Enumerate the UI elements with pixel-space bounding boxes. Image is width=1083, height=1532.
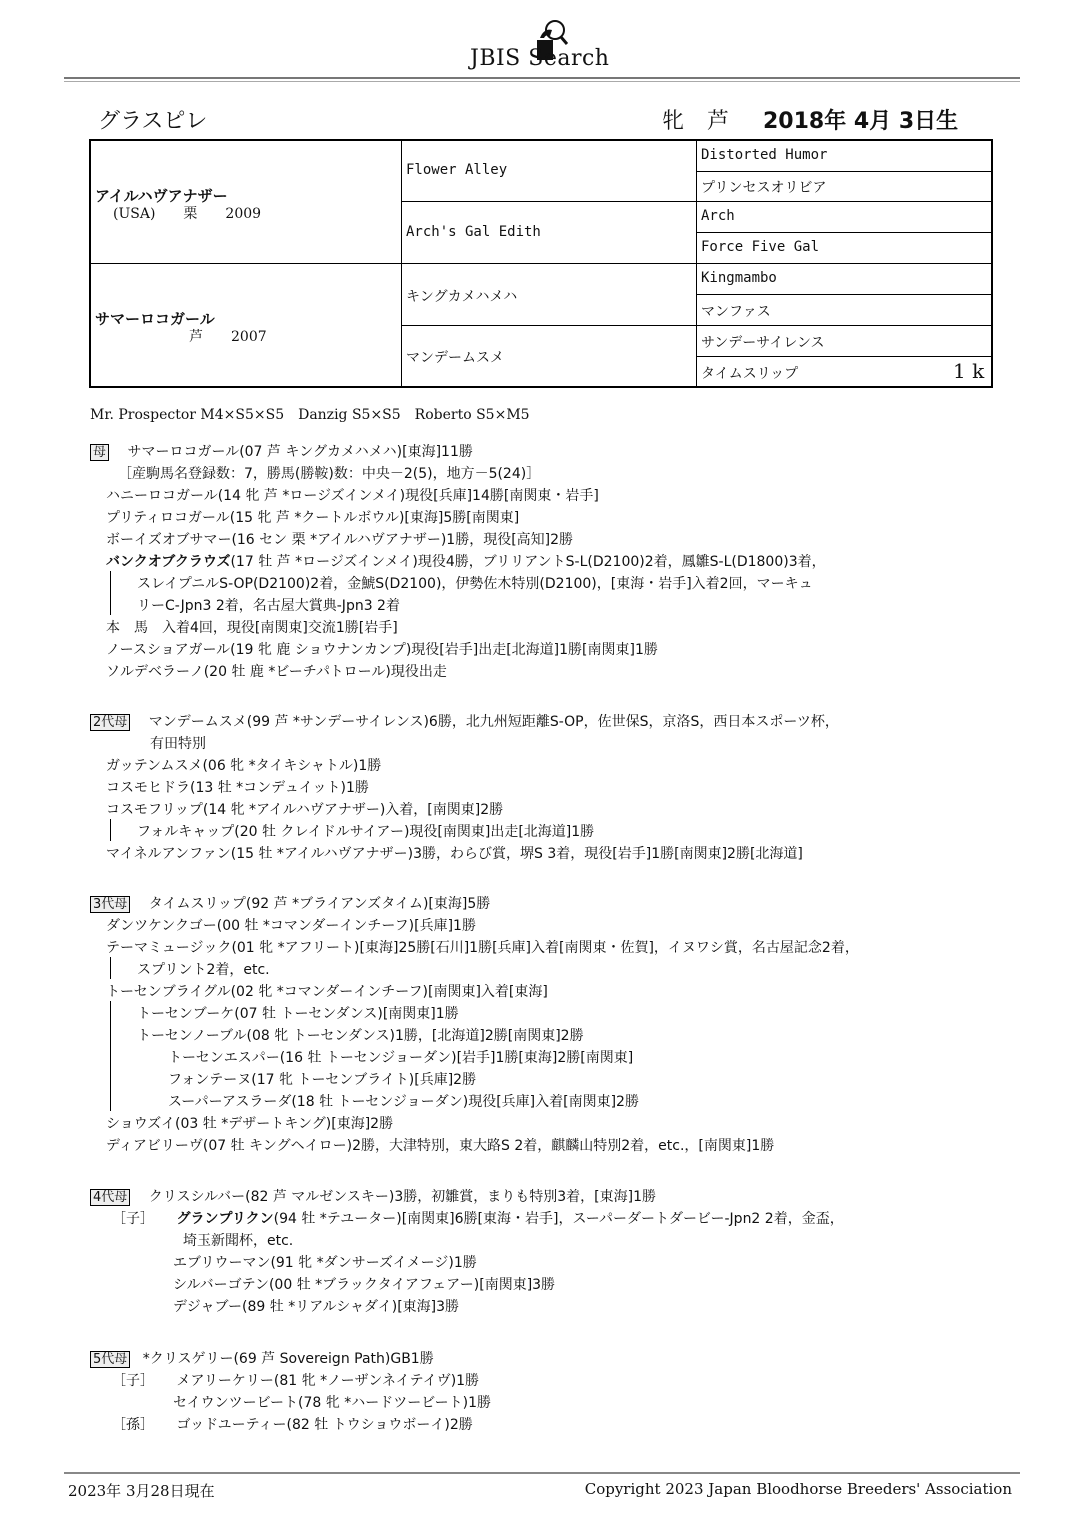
gen4-heading [90, 1186, 656, 1206]
row-divider [696, 294, 991, 295]
horse-sex-color: 牝 芦 [662, 109, 737, 134]
footer-rule [64, 1472, 1020, 1474]
row-divider [401, 201, 696, 202]
gen5-summary: *クリスゲリー(69 芦 Sovereign Path)GB1勝 [142, 1351, 434, 1367]
section-tag: 2代母 [90, 714, 130, 731]
child-tag: ［子］ [112, 1211, 154, 1227]
list-item: テーマミュージック(01 牝 *アフリート)[東海]25勝[石川]1勝[兵庫]入着[南関東・佐賀]，イヌワシ賞，名古屋記念2着， [106, 940, 859, 956]
list-item: ダンツケンクゴー(00 牡 *コマンダーインチーフ)[兵庫]1勝 [106, 918, 476, 934]
row-divider [401, 325, 696, 326]
list-item-detail: (94 牡 *テユーター)[南関東]6勝[東海・岩手]，スーパーダートダービー-Jpn2 2着，金盃， [273, 1211, 844, 1227]
gen2-heading [90, 711, 839, 731]
list-item: ガッテンムスメ(06 牝 *タイキシャトル)1勝 [106, 758, 382, 774]
list-item-continued: スプリント2着，etc. [137, 962, 270, 978]
grandchild-tag: ［孫］ [112, 1417, 154, 1433]
logo-text: JBIS Search [470, 46, 610, 71]
gen3-ancestor: Distorted Humor [701, 147, 828, 163]
horse-name: グラスピレ [98, 109, 208, 134]
list-item: トーセンブライグル(02 牝 *コマンダーインチーフ)[南関東]入着[東海] [106, 984, 548, 1000]
list-item-sub: トーセンブーケ(07 牡 トーセンダンス)[南関東]1勝 [137, 1006, 459, 1022]
list-item-subsub: スーパーアスラーダ(18 牡 トーセンジョーダン)現役[兵庫]入着[南関東]2勝 [168, 1094, 639, 1110]
list-item: ソルデベラーノ(20 牡 鹿 *ビーチパトロール)現役出走 [106, 664, 447, 680]
list-item: コスモヒドラ(13 牡 *コンデュイット)1勝 [106, 780, 369, 796]
horse-birthdate: 2018年 4月 3日生 [763, 109, 959, 134]
child-row [112, 1370, 479, 1390]
indent-bar [110, 1001, 111, 1111]
gen5-heading [90, 1348, 434, 1368]
row-divider [696, 325, 991, 326]
indent-bar [110, 571, 111, 615]
row-divider [91, 263, 401, 264]
list-item: デジャブー(89 牡 *リアルシャダイ)[東海]3勝 [173, 1299, 460, 1315]
copyright: Copyright 2023 Japan Bloodhorse Breeders' Association [584, 1480, 1012, 1498]
indent-bar [110, 819, 111, 841]
child-row [112, 1208, 844, 1228]
list-item-detail: (17 牡 芦 *ロージズインメイ)現役4勝，ブリリアントS-L(D2100)2着，鳳雛S-L(D1800)3着， [230, 554, 826, 570]
gen4-summary: クリスシルバー(82 芦 マルゼンスキー)3勝，初雛賞，まりも特別3着，[東海]1勝 [148, 1189, 656, 1205]
list-item: ハニーロコガール(14 牝 芦 *ロージズインメイ)現役[兵庫]14勝[南関東・岩手] [106, 488, 599, 504]
dam-summary: サマーロコガール(07 芦 キングカメハメハ)[東海]11勝 [127, 444, 473, 460]
row-divider [696, 171, 991, 172]
gen3-summary: タイムスリップ(92 芦 *ブライアンズタイム)[東海]5勝 [148, 896, 491, 912]
gen3-ancestor: マンファス [701, 304, 771, 320]
family-number: 1 k [953, 359, 985, 383]
list-item: ノースショアガール(19 牝 鹿 ショウナンカンプ)現役[岩手]出走[北海道]1勝[南関東]1勝 [106, 642, 658, 658]
pedigree-table [89, 139, 993, 388]
list-item-continued: 有田特別 [150, 736, 206, 752]
row-divider [696, 356, 991, 357]
list-item: ディアビリーヴ(07 牡 キングヘイロー)2勝，大津特別，東大路S 2着，麒麟山特別2着，etc.，[南関東]1勝 [106, 1138, 775, 1154]
indent-bar [110, 957, 111, 979]
sire-info: (USA) 栗 2009 [113, 206, 262, 222]
list-item-continued: リーC-Jpn3 2着，名古屋大賞典-Jpn3 2着 [137, 598, 400, 614]
section-tag: 5代母 [90, 1351, 130, 1368]
gen2-dam-dam: マンデームスメ [406, 350, 504, 366]
list-item: メアリーケリー(81 牝 *ノーザンネイテイヴ)1勝 [176, 1373, 480, 1389]
list-item: プリティロコガール(15 牝 芦 *クートルボウル)[東海]5勝[南関東] [106, 510, 520, 526]
row-divider [696, 201, 991, 202]
gen3-ancestor: Arch [701, 208, 735, 224]
row-divider [401, 263, 696, 264]
gen3-ancestor: サンデーサイレンス [701, 335, 825, 351]
dam-info: 芦 2007 [189, 329, 267, 345]
offspring-stats: ［産駒馬名登録数：7，勝馬(勝鞍)数：中央－2(5)，地方－5(24)］ [118, 466, 541, 482]
list-item: コスモフリップ(14 牝 *アイルハヴアナザー)入着，[南関東]2勝 [106, 802, 504, 818]
child-tag: ［子］ [112, 1373, 154, 1389]
black-type-name: バンクオブクラウズ [106, 554, 231, 570]
gen2-sire-sire: Flower Alley [406, 162, 508, 178]
black-type-name: グランプリクン [176, 1211, 274, 1227]
list-item-continued: 埼玉新聞杯，etc. [183, 1233, 294, 1249]
list-item: シルバーゴテン(00 牡 *ブラックタイアフェアー)[南関東]3勝 [173, 1277, 556, 1293]
gen3-ancestor: Kingmambo [701, 270, 777, 286]
list-item-sub: フォルキャップ(20 牡 クレイドルサイアー)現役[南関東]出走[北海道]1勝 [137, 824, 595, 840]
list-item: ショウズイ(03 牡 *デザートキング)[東海]2勝 [106, 1116, 394, 1132]
gen3-ancestor: プリンセスオリビア [701, 180, 827, 196]
gen3-ancestor: タイムスリップ [701, 366, 799, 382]
list-item-continued: スレイプニルS-OP(D2100)2着，金鯱S(D2100)，伊勢佐木特別(D2100)，[東海・岩手]入着2回，マーキュ [137, 576, 813, 592]
list-item [106, 551, 826, 571]
as-of-date: 2023年 3月28日現在 [68, 1482, 215, 1500]
list-item: エブリウーマン(91 牝 *ダンサーズイメージ)1勝 [173, 1255, 477, 1271]
list-item-subsub: トーセンエスパー(16 牡 トーセンジョーダン)[岩手]1勝[東海]2勝[南関東] [168, 1050, 634, 1066]
gen2-sire-dam: Arch's Gal Edith [406, 224, 541, 240]
row-divider [696, 263, 991, 264]
jbis-logo [470, 18, 640, 73]
list-item: マイネルアンファン(15 牡 *アイルハヴアナザー)3勝，わらび賞，堺S 3着，現役[岩手]1勝[南関東]2勝[北海道] [106, 846, 803, 862]
header-rule [64, 77, 1020, 79]
grandchild-row [112, 1414, 473, 1434]
section-tag: 4代母 [90, 1189, 130, 1206]
gen3-heading [90, 893, 490, 913]
section-tag: 母 [90, 444, 109, 461]
dam-name: サマーロコガール [95, 310, 215, 328]
dam-heading [90, 441, 473, 461]
sire-name: アイルハヴアナザー [95, 187, 228, 205]
this-horse-line: 本 馬 入着4回，現役[南関東]交流1勝[岩手] [106, 620, 398, 636]
list-item-subsub: フォンテーヌ(17 牝 トーセンブライト)[兵庫]2勝 [168, 1072, 477, 1088]
section-tag: 3代母 [90, 896, 130, 913]
list-item: ゴッドユーティー(82 牡 トウショウボーイ)2勝 [176, 1417, 473, 1433]
list-item-sub: トーセンノーブル(08 牝 トーセンダンス)1勝，[北海道]2勝[南関東]2勝 [137, 1028, 584, 1044]
list-item: ボーイズオブサマー(16 セン 栗 *アイルハヴアナザー)1勝，現役[高知]2勝 [106, 532, 574, 548]
list-item: セイウンツービート(78 牝 *ハードツービート)1勝 [173, 1395, 492, 1411]
inbreeding-cross: Mr. Prospector M4×S5×S5 Danzig S5×S5 Roberto S5×M5 [90, 407, 530, 423]
gen2-dam-sire: キングカメハメハ [406, 289, 518, 305]
header-rule-thin [64, 81, 1020, 82]
gen2-summary: マンデームスメ(99 芦 *サンデーサイレンス)6勝，北九州短距離S-OP，佐世保S，京洛S，西日本スポーツ杯， [148, 714, 839, 730]
gen3-ancestor: Force Five Gal [701, 239, 820, 255]
row-divider [696, 232, 991, 233]
